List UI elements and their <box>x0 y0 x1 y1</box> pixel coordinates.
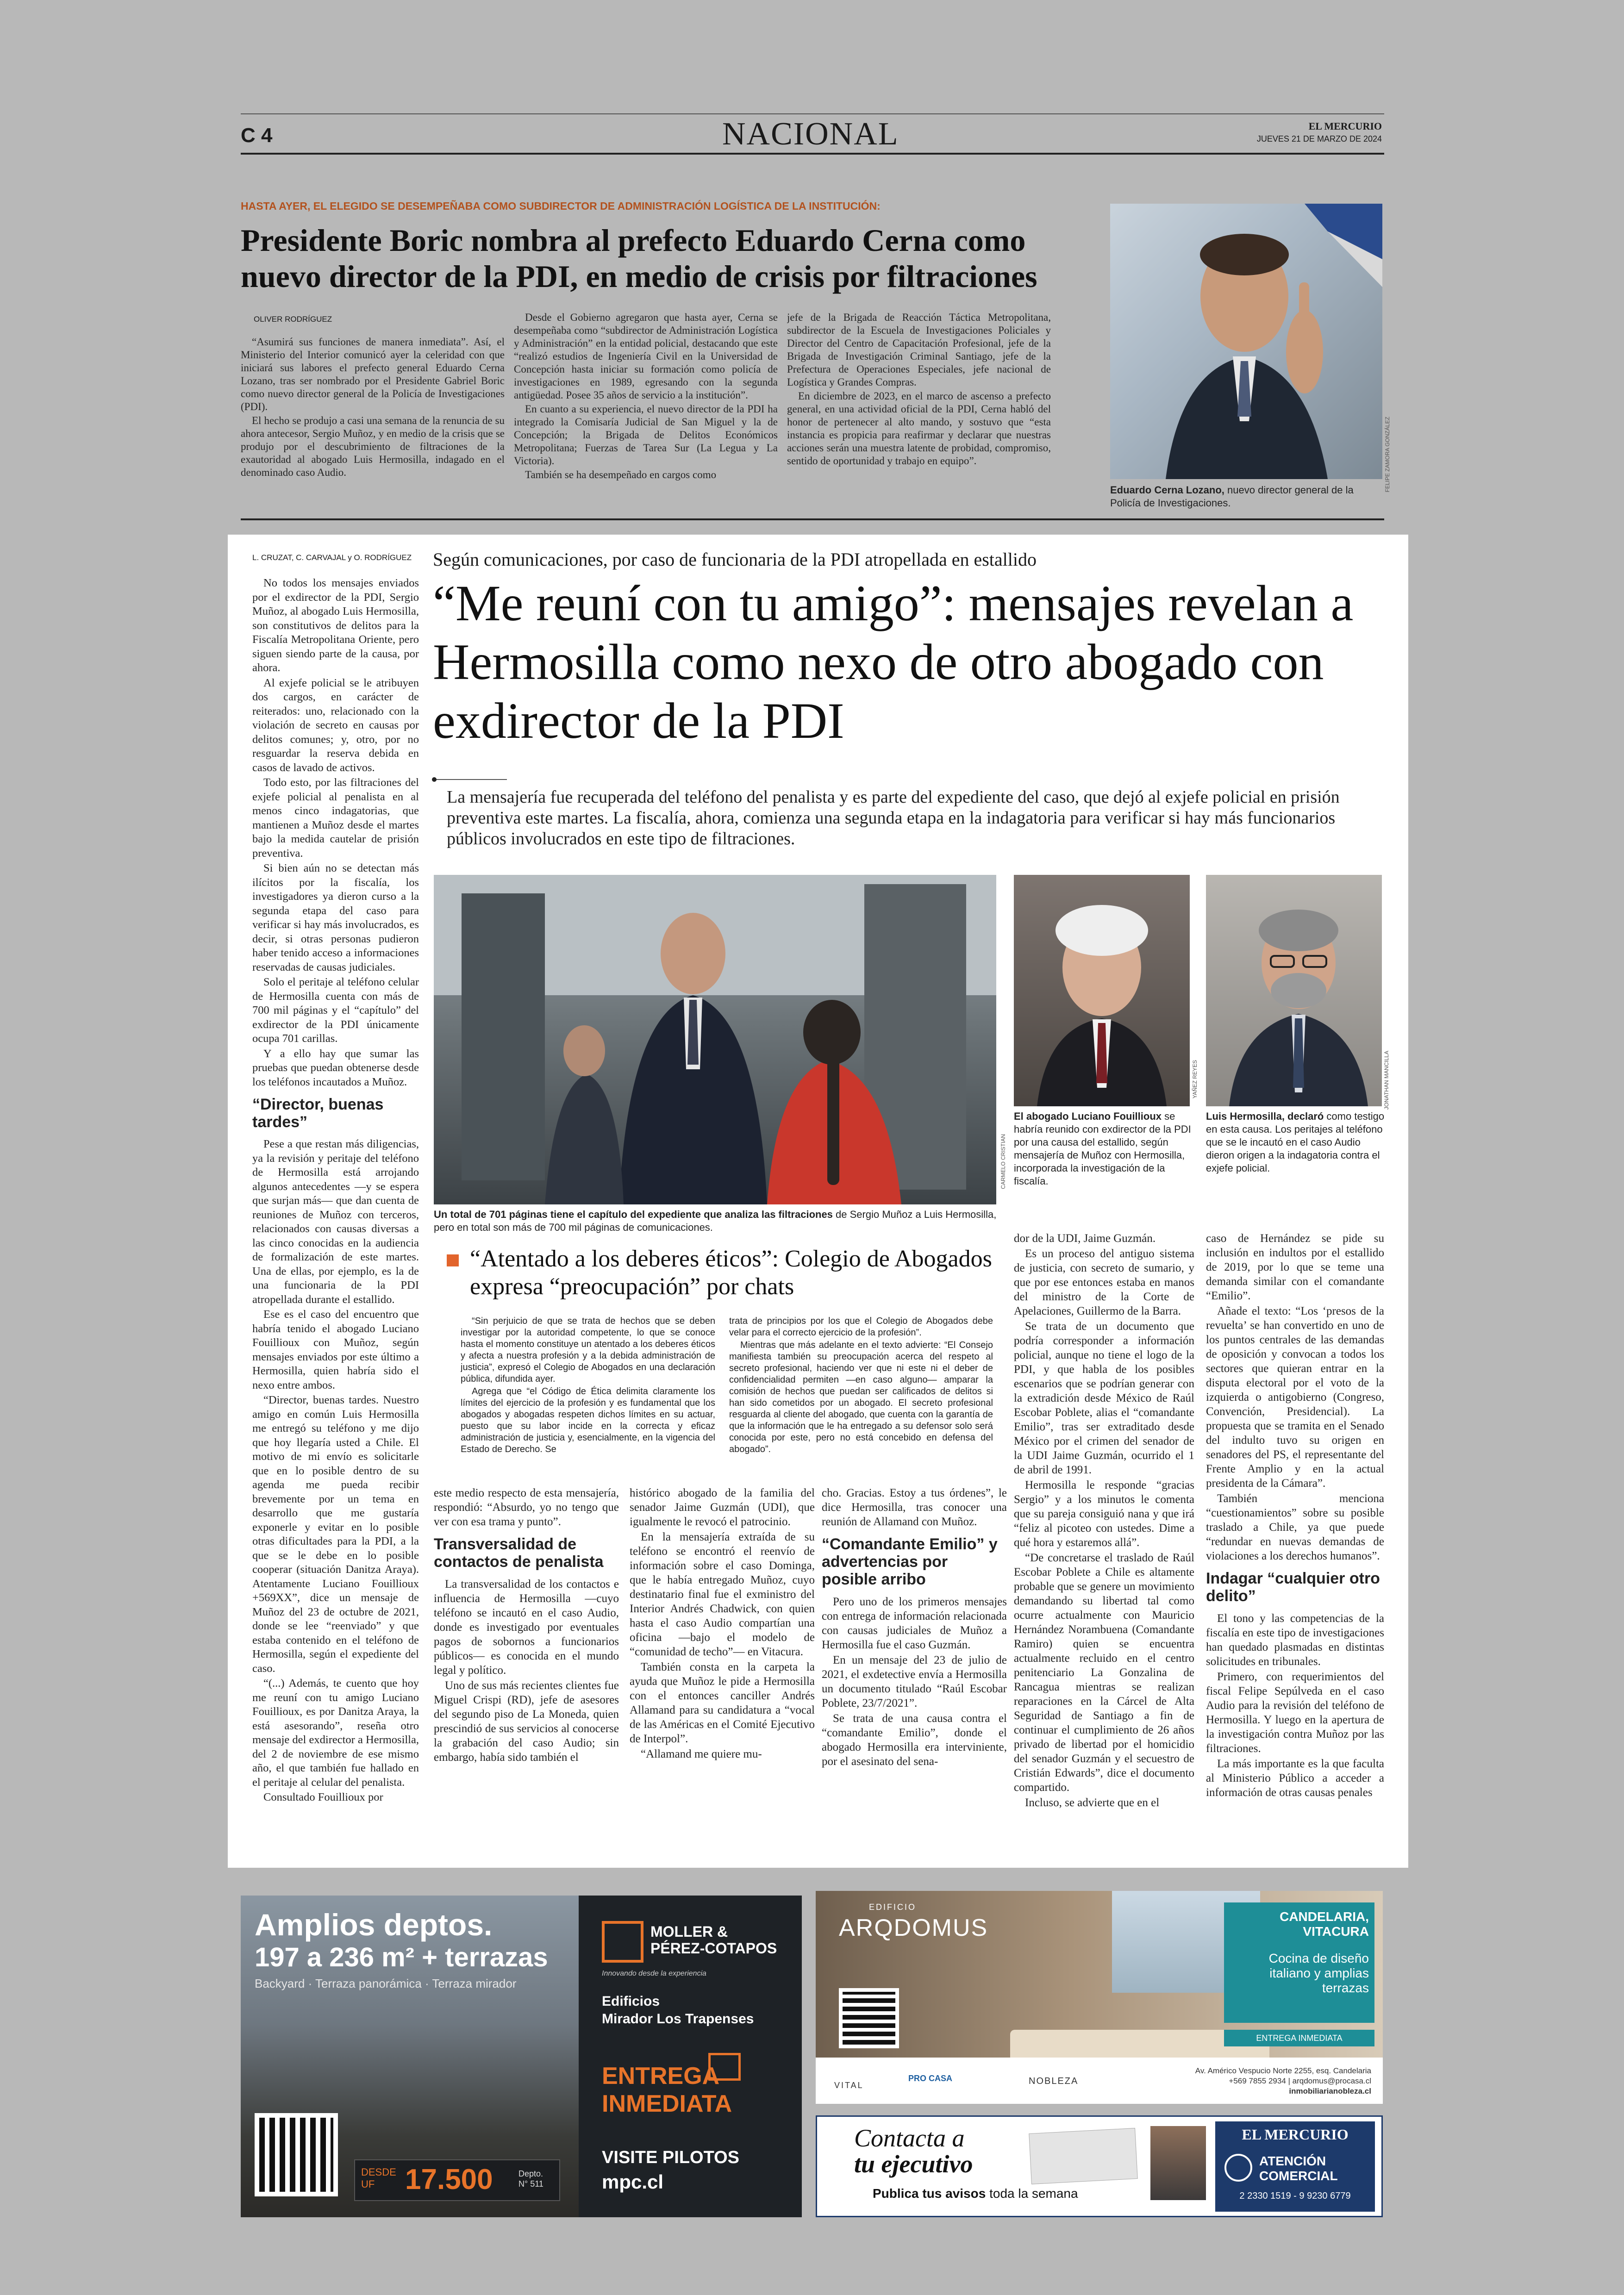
paragraph: Hermosilla le responde “gracias Sergio” y a los minutos le comenta que su pareja consiguió nana y que irá “feliz al picoteo con ustedes. Dime a qué hora y estaremos allá”. <box>1014 1479 1194 1549</box>
fouillioux-caption <box>1014 1110 1194 1188</box>
paragraph: También se ha desempeñado en cargos como <box>525 469 717 480</box>
caption-text: como testigo en esta causa. Los peritajes al teléfono que se le incautó en el caso Audio dieron origen a la indagatoria contra el exjefe policial. <box>1206 1110 1385 1174</box>
ad-desc: Cocina de diseño italiano y amplias terrazas <box>1268 1951 1369 1995</box>
paragraph: “Sin perjuicio de que se trata de hechos que se deben investigar por la autoridad competente, lo que se conoce hasta el momento constituye un atentado a los deberes éticos y afecta a nuestra profesión y a la debida administración de justicia”, expresó el Colegio de Abogados en una declaración pública, difundida ayer. <box>461 1316 715 1384</box>
ad-moller-perez-cotapos[interactable] <box>241 1896 802 2217</box>
paragraph: Mientras que más adelante en el texto advierte: “El Consejo manifiesta también su preocupación acerca del respeto al secreto profesional, haciendo ver que ni este ni el deber de confidencialidad permiten —en caso alguno— amparar la comisión de hechos que puedan ser calificados de delitos si han sido cometidos por un abogado. El secreto profesional resguarda al cliente del abogado, que cuenta con la garantía de que la información que le ha entregado a su defensor solo será conocida por este, pero no está concebido en defensa del abogado”. <box>729 1340 993 1454</box>
paragraph: Pese a que restan más diligencias, ya la revisión y peritaje del teléfono de Hermosilla está arrojando algunos antecedentes —y se espera que surjan más— que dan cuenta de reuniones de Muñoz con terceros, relacionados con causas diversas a las cinco conocidas en la audiencia de formalización de este martes. Una de ellas, por ejemplo, es la de una funcionaria de la PDI atropellada durante el estallido. <box>252 1138 419 1306</box>
paragraph: “De concretarse el traslado de Raúl Escobar Poblete a Chile es altamente probable que se genere un movimiento demandando su libertad tal como ocurre actualmente con Mauricio Hernández Norambuena (Comandante Ramiro) quien se encuentra actualmente recluido en el centro penitenciario La Gonzalina de Rancagua mientras se realizan reparaciones en la Cárcel de Alta Seguridad de Santiago a fin de continuar el cumplimiento de 26 años privado de libertad por el homicidio del senador Guzmán y el secuestro de Cristián Edwards”, dice el documento compartido. <box>1014 1552 1194 1794</box>
ad-price-label-2: UF <box>361 2178 375 2190</box>
ad-web[interactable]: inmobiliarianobleza.cl <box>1289 2087 1371 2095</box>
paragraph: Se trata de una causa contra el “comandante Emilio”, donde el abogado Hermosilla era interviniente, por el asesinato del sena- <box>822 1712 1007 1768</box>
main-col-6 <box>1206 1231 1384 1858</box>
paragraph: “Allamand me quiere mu- <box>641 1748 762 1760</box>
cerna-caption <box>1110 484 1383 510</box>
logo-vital: VITAL <box>834 2081 864 2090</box>
paragraph: Uno de sus más recientes clientes fue Miguel Crispi (RD), jefe de asesores del segundo piso de La Moneda, quien prescindió de sus servicios al conocerse la grabación del caso Audio; sin embargo, había sido también el <box>434 1679 619 1764</box>
ad-contact-2: tu ejecutivo <box>854 2150 973 2178</box>
ad-depto-2: N° 511 <box>518 2179 543 2189</box>
paragraph: En la mensajería extraída de su teléfono se encontró el reenvío de información sobre el caso Dominga, que le había entregado Muñoz, cuyo destinatario final fue el exministro del Interior Andrés Chadwick, con quien hasta el caso Audio compartían una oficina —bajo el modelo de “comunidad de techo”— en Vitacura. <box>630 1531 815 1658</box>
hermosilla-photo <box>1206 875 1382 1106</box>
ad-address <box>1149 2066 1371 2096</box>
section-title: NACIONAL <box>722 116 899 152</box>
hermosilla-caption <box>1206 1110 1387 1175</box>
ad-entrega <box>602 2062 732 2118</box>
paragraph: Consultado Fouillioux por <box>263 1791 383 1803</box>
caption-bold: Un total de 701 páginas tiene el capítulo del expediente que analiza las filtraciones <box>434 1209 833 1220</box>
ad-publish <box>873 2186 1078 2201</box>
ad-price-label <box>361 2166 396 2190</box>
main-byline: L. CRUZAT, C. CARVAJAL y O. RODRÍGUEZ <box>252 553 412 562</box>
ad-phones[interactable]: 2 2330 1519 - 9 9230 6779 <box>1239 2191 1351 2201</box>
main-kicker: Según comunicaciones, por caso de funcionaria de la PDI atropellada en estallido <box>433 549 1037 570</box>
ad-title: Amplios deptos. <box>255 1908 493 1942</box>
paragraph: Ese es el caso del encuentro que habría tenido el abogado Luciano Fouillioux con Muñoz, según mensajes enviados por este último a Hermosilla, quien habría sido el nexo entre ambos. <box>252 1308 419 1391</box>
ad-arqdomus[interactable] <box>816 1891 1383 2104</box>
caption-text: nuevo director general de la Policía de Investigaciones. <box>1110 484 1354 509</box>
subhead-transversalidad: Transversalidad de contactos de penalista <box>434 1535 604 1571</box>
ad-loc <box>1232 1909 1369 1939</box>
atencion-icon <box>1224 2154 1252 2182</box>
cerna-photo <box>1110 204 1382 479</box>
header-rule <box>241 153 1384 155</box>
ad-loc-1: CANDELARIA, <box>1280 1909 1369 1924</box>
paragraph: Es un proceso del antiguo sistema de justicia, con secreto de sumario, y que por ese entonces estaba en manos del ministro de la Corte de Apelaciones, Guillermo de la Barra. <box>1014 1247 1194 1317</box>
paragraph: Solo el peritaje al teléfono celular de Hermosilla cuenta con más de 700 mil páginas y el “capítulo” del exdirector de la PDI únicamente ocupa 701 carillas. <box>252 976 419 1045</box>
ad-entrega-2: INMEDIATA <box>602 2090 732 2117</box>
paragraph: histórico abogado de la familia del senador Jaime Guzmán (UDI), que igualmente le revocó el patrocinio. <box>630 1487 815 1528</box>
fouillioux-illustration <box>1014 875 1190 1106</box>
fouillioux-photo-credit: YAÑEZ REYES <box>1192 1060 1198 1099</box>
box-marker <box>447 1254 459 1266</box>
top-story-bottom-rule <box>241 518 1384 520</box>
ad-service-1: ATENCIÓN <box>1259 2154 1326 2168</box>
paragraph: cho. Gracias. Estoy a tus órdenes”, le dice Hermosilla, tras conocer una reunión de Allamand con Muñoz. <box>822 1487 1007 1528</box>
ad-service-2: COMERCIAL <box>1259 2169 1338 2183</box>
munoz-photo <box>434 875 996 1204</box>
paragraph: jefe de la Brigada de Reacción Táctica Metropolitana, subdirector de la Escuela de Investigaciones Policiales y Director del Centro de Capacitación Profesional, jefe de la Brigada de Investigación Criminal Santiago, jefe de la Prefectura de Operaciones Especiales, jefe nacional de Logística y Grandes Compras. <box>787 312 1051 388</box>
ad-contact-1: Contacta a <box>854 2124 965 2152</box>
fouillioux-photo <box>1014 875 1190 1106</box>
ad-visit: VISITE PILOTOS <box>602 2148 740 2167</box>
ad-project-1: Edificios <box>602 1994 660 2009</box>
munoz-caption <box>434 1208 999 1234</box>
main-col-5 <box>1014 1231 1194 1858</box>
paragraph: Se trata de un documento que podría corresponder a información policial, aunque no tiene el logo de la PDI, y que habla de los posibles escenarios que se podrían generar con la extradición desde México de Raúl Escobar Poblete, alias el “comandante Emilio”, tras ser extraditado desde México por el crimen del senador de la UDI Jaime Guzmán, ocurrido el 1 de abril de 1991. <box>1014 1320 1194 1476</box>
ad-entrega-1: ENTREGA <box>602 2063 720 2089</box>
ad-brand-2: PÉREZ-COTAPOS <box>650 1940 777 1957</box>
ad-url[interactable]: mpc.cl <box>602 2171 664 2193</box>
paragraph: En cuanto a su experiencia, el nuevo director de la PDI ha integrado la Comisaría Judicial de San Miguel y la de Concepción; la Brigada de Delitos Económicos Metropolitana; Fuerzas de Tarea Sur (La Legua y La Victoria). <box>514 403 778 467</box>
paragraph: Todo esto, por las filtraciones del exjefe policial al penalista en al menos cinco indagatorias, que mantienen a Muñoz desde el martes bajo la medida cautelar de prisión preventiva. <box>252 776 419 860</box>
ad-brand-1: MOLLER & <box>650 1923 728 1940</box>
ad-magazine-illustration <box>1150 2126 1206 2200</box>
main-headline: “Me reuní con tu amigo”: mensajes revelan a Hermosilla como nexo de otro abogado con exdirector de la PDI <box>433 575 1354 749</box>
ad-entrega-bar: ENTREGA INMEDIATA <box>1224 2030 1374 2046</box>
paragraph: Incluso, se advierte que en el <box>1025 1796 1160 1809</box>
arq-qr[interactable] <box>839 1988 899 2048</box>
ad-project-2: Mirador Los Trapenses <box>602 2011 754 2027</box>
paragraph: La más importante es la que faculta al Ministerio Público a acceder a información de otras causas penales <box>1206 1758 1384 1799</box>
paragraph: “(...) Además, te cuento que hoy me reuní con tu amigo Luciano Fouillioux, es por Danitza Araya, la está asesorando”, reseña otro mensaje del exdirector a Hermosilla, del 2 de noviembre de ese mismo año, el que también fue hallado en el peritaje al celular del penalista. <box>252 1677 419 1789</box>
ad-el-mercurio[interactable] <box>816 2115 1383 2217</box>
ad-publish-bold: Publica tus avisos <box>873 2186 986 2201</box>
main-col-2 <box>434 1486 619 1858</box>
ad-arq-brand: ARQDOMUS <box>839 1915 988 1941</box>
munoz-illustration <box>434 875 996 1204</box>
portrait-illustration <box>1110 204 1382 479</box>
header-rule-top <box>241 113 1384 114</box>
ad-contact: +569 7855 2934 | arqdomus@procasa.cl <box>1229 2077 1371 2085</box>
paragraph: trata de principios por los que el Colegio de Abogados debe velar para el correcto ejercicio de la profesión”. <box>729 1316 993 1338</box>
mpc-logo-icon <box>602 1921 643 1963</box>
ad-qr[interactable] <box>255 2113 338 2196</box>
hermosilla-illustration <box>1206 875 1382 1106</box>
caption-text: de Sergio Muñoz a Luis Hermosilla, pero en total son más de 700 mil páginas de comunicaciones. <box>434 1209 997 1233</box>
ad-depto <box>518 2169 543 2189</box>
top-kicker: HASTA AYER, EL ELEGIDO SE DESEMPEÑABA COMO SUBDIRECTOR DE ADMINISTRACIÓN LOGÍSTICA DE LA INSTITUCIÓN: <box>241 200 881 212</box>
ad-tagline: Innovando desde la experiencia <box>602 1970 706 1977</box>
subhead-indagar: Indagar “cualquier otro delito” <box>1206 1570 1380 1605</box>
paragraph: Primero, con requerimientos del fiscal Felipe Sepúlveda en el caso Audio para la revisión del teléfono de Hermosilla. Y luego en la apertura de la investigación contra Muñoz por las filtraciones. <box>1206 1671 1384 1755</box>
ad-price-label-1: DESDE <box>361 2166 396 2178</box>
caption-bold: Luis Hermosilla, declaró <box>1206 1110 1324 1122</box>
ad-project <box>602 1993 754 2028</box>
ad-depto-1: Depto. <box>518 2169 543 2178</box>
ad-publish-text: toda la semana <box>986 2186 1078 2201</box>
paragraph: También consta en la carpeta la ayuda que Muñoz le pide a Hermosilla con el entonces canciller Andrés Allamand para su candidatura a “vocal de las Américas en el Comité Ejecutivo de Interpol”. <box>630 1661 815 1745</box>
ad-small: EDIFICIO <box>869 1902 917 1912</box>
headline-rule <box>433 779 507 780</box>
main-col-3 <box>630 1486 815 1858</box>
ad-contact <box>854 2125 973 2177</box>
paragraph: En un mensaje del 23 de julio de 2021, el exdetective envía a Hermosilla un documento titulado “Raúl Escobar Poblete, 23/7/2021”. <box>822 1654 1007 1709</box>
top-headline: Presidente Boric nombra al prefecto Eduardo Cerna como nuevo director de la PDI, en medio de crisis por filtraciones <box>241 223 1037 294</box>
paragraph: Pero uno de los primeros mensajes con entrega de información relacionada con causas judiciales de Muñoz a Hermosilla fue el caso Guzmán. <box>822 1596 1007 1651</box>
paper-name: EL MERCURIO <box>1308 120 1382 132</box>
main-lead: La mensajería fue recuperada del teléfono del penalista y es parte del expediente del caso, que dejó al exjefe policial en prisión preventiva este martes. La fiscalía, ahora, comienza una segunda etapa en la indagatoria para verificar si hay más funcionarios públicos involucrados en este tipo de filtraciones. <box>447 787 1340 848</box>
paragraph: dor de la UDI, Jaime Guzmán. <box>1014 1232 1156 1245</box>
subhead-emilio: “Comandante Emilio” y advertencias por posible arribo <box>822 1535 998 1588</box>
paragraph: Añade el texto: “Los ‘presos de la revuelta’ se han convertido en uno de los puntos centrales de las demandas de oposición y convocan a todos los sectores que quieran entrar en la disputa electoral por el voto de la izquierda o antigobierno (Congreso, Convención, Presidencial). La propuesta que se tramita en el Senado del indulto tuvo su origen en senadores del PS, el representante del Frente Amplio y en la actual presidenta de la Cámara”. <box>1206 1305 1384 1490</box>
ad-paper-name: EL MERCURIO <box>1242 2126 1349 2143</box>
ad-features: Backyard · Terraza panorámica · Terraza mirador <box>255 1977 517 1990</box>
ad-address-1: Av. Américo Vespucio Norte 2255, esq. Candelaria <box>1195 2066 1371 2075</box>
paragraph: “Director, buenas tardes. Nuestro amigo en común Luis Hermosilla me entregó su teléfono y me dijo que hoy llegaría usted a Chile. El motivo de mi envío es solicitarle que en lo posible dentro de su agenda me pueda recibir brevemente por un tema en desarrollo que me gustaría exponerle y evitar en lo posible otras dificultades para la PDI, a la que se le debe en lo posible cooperar (situación Danitza Araya). Atentamente Luciano Fouillioux +569XX”, dice un mensaje de Muñoz del 23 de octubre de 2021, donde se lee “reenviado” y que estaba contenido en el teléfono de Hermosilla, según el expediente del caso. <box>252 1394 419 1675</box>
paragraph: caso de Hernández se pide su inclusión en indultos por el estallido de 2019, por lo que se teme una demanda similar con el comandante “Emilio”. <box>1206 1232 1384 1302</box>
paragraph: La transversalidad de los contactos e influencia de Hermosilla —cuyo teléfono se incautó en el caso Audio, donde es investigado por eventuales pagos de sobornos a funcionarios públicos— es conocida en el mundo legal y político. <box>434 1578 619 1677</box>
headline-dot <box>432 777 437 782</box>
paragraph: Si bien aún no se detectan más ilícitos por la fiscalía, los investigadores ya dieron curso a la segunda etapa del caso para verificar si hay más involucrados, es decir, si otras personas pudieron haber tenido acceso a informaciones reservadas de causas judiciales. <box>252 862 419 973</box>
ad-brand <box>650 1923 777 1957</box>
ad-price: 17.500 <box>405 2164 493 2195</box>
top-col-1 <box>241 336 505 507</box>
top-col-3 <box>787 311 1051 505</box>
paragraph: Desde el Gobierno agregaron que hasta ayer, Cerna se desempeñaba como “subdirector de Administración Logística y Administración” en la entidad policial, destacando que este “realizó estudios de Ingeniería Civil en la Universidad de Concepción hasta iniciar su formación como policía de investigaciones en 1989, egresando con la segunda antigüedad. Posee 35 años de servicio a la institución”. <box>514 312 778 401</box>
hermosilla-photo-credit: JONATHAN MANCILLA <box>1383 1051 1390 1110</box>
main-left-col <box>252 576 419 1858</box>
munoz-photo-credit: CARMELO CRISTIAN <box>1000 1134 1006 1189</box>
paragraph: En diciembre de 2023, en el marco de ascenso a prefecto general, en una actividad oficial de la PDI, Cerna habló del honor de pertenecer al alto mando, y sostuvo que “esta instancia es propicia para reafirmar y declarar que nuestras acciones serán una muestra latente de probidad, compromiso, sentido de oportunidad y trabajo en equipo”. <box>787 390 1051 467</box>
cerna-photo-credit: FELIPE ZAMORA GONZÁLEZ <box>1384 417 1391 493</box>
subhead-director: “Director, buenas tardes” <box>252 1096 384 1131</box>
ad-newspaper-illustration <box>1029 2128 1137 2184</box>
ad-loc-2: VITACURA <box>1303 1924 1369 1939</box>
paragraph: El hecho se produjo a casi una semana de la renuncia de su ahora antecesor, Sergio Muñoz, y en medio de la crisis que se produjo por el descubrimiento de filtraciones de la exautoridad al abogado Luis Hermosilla, indagado en el denominado caso Audio. <box>241 415 505 478</box>
box-col-2 <box>729 1316 993 1454</box>
page-number: C 4 <box>241 124 273 147</box>
paragraph: “Asumirá sus funciones de manera inmediata”. Así, el Ministerio del Interior comunicó ayer la celeridad con que iniciará sus labores el prefecto general Eduardo Cerna Lozano, tras ser nombrado por el Presidente Gabriel Boric como nuevo director general de la Policía de Investigaciones (PDI). <box>241 336 505 412</box>
top-byline: OLIVER RODRÍGUEZ <box>254 315 332 324</box>
paragraph: Agrega que “el Código de Ética delimita claramente los límites del ejercicio de la profesión y es fundamental que los abogados y abogadas respeten dichos límites en su actuar, puesto que su labor incide en la correcta y eficaz administración de justicia y, esencialmente, en la vigencia del Estado de Derecho. Se <box>461 1386 715 1454</box>
paragraph: Y a ello hay que sumar las pruebas que puedan obtenerse desde los teléfonos incautados a Muñoz. <box>252 1047 419 1088</box>
caption-bold: Eduardo Cerna Lozano, <box>1110 484 1224 496</box>
main-col-4 <box>822 1486 1007 1858</box>
paragraph: El tono y las competencias de la fiscalía en este tipo de investigaciones han quedado plasmadas en distintas solicitudes en tribunales. <box>1206 1612 1384 1668</box>
box-col-1 <box>461 1316 715 1454</box>
caption-text: se habría reunido con exdirector de la PDI por una causa del estallido, según mensajería de Muñoz con Hermosilla, incorporada la investigación de la fiscalía. <box>1014 1110 1191 1187</box>
logo-procasa: PRO CASA <box>908 2074 953 2083</box>
paragraph: No todos los mensajes enviados por el exdirector de la PDI, Sergio Muñoz, al abogado Luis Hermosilla, son constitutivos de delitos para la Fiscalía Metropolitana Oriente, pero siguen siendo parte de la causa, por ahora. <box>252 577 419 674</box>
caption-bold: El abogado Luciano Fouillioux <box>1014 1110 1162 1122</box>
ad-service <box>1259 2154 1338 2183</box>
top-col-2 <box>514 311 778 505</box>
box-title: “Atentado a los deberes éticos”: Colegio de Abogados expresa “preocupación” por chats <box>470 1246 992 1300</box>
paragraph: Al exjefe policial se le atribuyen dos cargos, en carácter de reiterados: uno, relacionado con la violación de secreto en causas por delitos comunes; y, otro, por no resguardar la reserva debida en casos de lavado de activos. <box>252 676 419 774</box>
paragraph: este medio respecto de esta mensajería, respondió: “Absurdo, yo no tengo que ver con esa trama y punto”. <box>434 1487 619 1528</box>
ad-sizes: 197 a 236 m² + terrazas <box>255 1942 548 1972</box>
logo-nobleza: NOBLEZA <box>1029 2076 1079 2086</box>
page-date: JUEVES 21 DE MARZO DE 2024 <box>1256 134 1382 143</box>
paragraph: También menciona “cuestionamientos” sobre su posible traslado a Chile, ya que puede “redundar en nuevas demandas de violaciones a los derechos humanos”. <box>1206 1492 1384 1562</box>
